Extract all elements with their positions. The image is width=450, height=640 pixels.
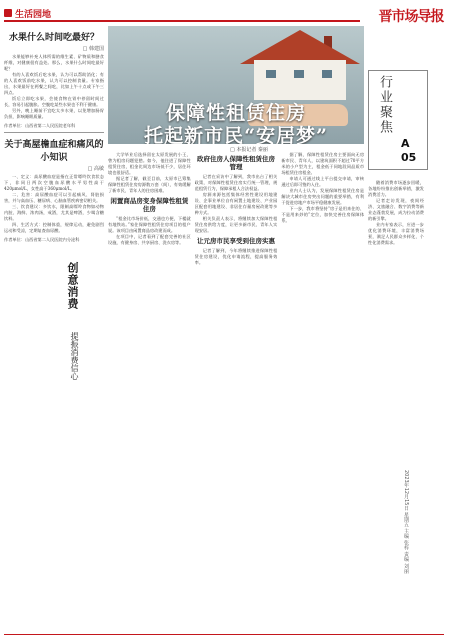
author-note: 作者单位：山西省第二人民医院内分泌科: [4, 237, 80, 242]
body-paragraph: 房源来源包括集体经营性建设用地建设、企事业单位自有闲置土地建设、产业园区配套用地建设、非居住存量房屋改建等多种方式。: [194, 192, 278, 215]
footer-rule: [4, 634, 444, 635]
house-illustration: [240, 30, 360, 100]
article-paragraph: 一、定义：高尿酸血症是指在正常嘌呤饮食状态下，非同日两次空腹血尿酸水平男性高于420μmol/L，女性高于360μmol/L。: [4, 174, 104, 191]
body-column: [195, 152, 278, 636]
vertical-headline: 创意消费: [66, 262, 79, 310]
subheading: 政府住房人保障性租赁住房管理: [197, 155, 275, 171]
body-paragraph: 申请人可通过线上平台提交申请，审核通过后即可签约入住。: [281, 176, 365, 187]
main-body: [108, 152, 364, 636]
body-paragraph: 记者了解到，今年将继续推进保障性租赁住房建设，优化申请流程，提高服务效率。: [194, 248, 278, 265]
vertical-subheadline: 提振消费信心: [70, 332, 79, 380]
article-paragraph: 三、饮食建议：多饮水，限制高嘌呤食物如动物内脏、海鲜、浓肉汤，戒酒，尤其是啤酒，少喝含糖饮料。: [4, 204, 104, 221]
body-paragraph: 大学毕业后选择留在太原发展的小王，曾为租房问题犯愁。如今，他住进了保障性租赁住房，租金比周边市场低不少，居住环境也很舒适。: [108, 152, 191, 175]
body-paragraph: “租金比市场价低，交通也方便，下楼就有地铁站。”家住保障性租赁住房项目的租户说。该项目由闲置商品房改建而成。: [108, 216, 191, 233]
article-paragraph: 二、危害：高尿酸血症可以引起痛风、肾脏损害，并与高血压、糖尿病、心脑血管疾病密切相关。: [4, 192, 104, 203]
body-paragraph: 记者走访发现，夜间经济、文旅融合、数字消费等新业态蓬勃发展，成为拉动消费的新引擎。: [368, 198, 424, 221]
article-byline: □ 高敏: [87, 166, 104, 172]
header-rule: [4, 20, 360, 22]
article-paragraph: 饭后立即吃水果，会使食物在胃中停留时间过长，容易引起腹胀。空腹吃某些水果也不利于健康。: [4, 96, 104, 107]
body-paragraph: 随着消费市场逐步回暖，各地纷纷推出创新举措，激发消费活力。: [368, 180, 424, 197]
author-note: 作者单位：山西省第二人民医院老年科: [4, 123, 76, 128]
section-label: 生活园地: [15, 9, 52, 20]
headline-subline: 托起新市民“安居梦”: [144, 125, 328, 144]
section-banner: [368, 70, 428, 170]
body-column: [281, 152, 364, 636]
article-paragraph: 水果能够补充人体所需的维生素、矿物质和膳食纤维，对健康很有益处。那么，水果什么时间吃最好呢？: [4, 54, 104, 71]
section-title: 行业聚焦: [377, 75, 392, 135]
body-paragraph: 下一步，我市将坚持“房子是用来住的、不是用来炒的”定位，加快完善住房保障体系。: [281, 206, 365, 223]
reporter-credit: □ 本报记者 秦丽: [230, 147, 268, 153]
body-paragraph: 在项目中，记者看到了配套完善的社区设施，有健身房、共享厨房、洗衣房等。: [108, 234, 191, 245]
subheading: 闲置商品房变身保障性租赁住房: [110, 197, 189, 213]
body-paragraph: 业内专家表示，应进一步优化消费环境，丰富消费场景，满足人民群众多样化、个性化消费需求。: [368, 222, 424, 245]
left-column: [4, 26, 104, 636]
headline: 保障性租赁住房: [165, 102, 306, 124]
article-byline: □ 韩建国: [82, 46, 104, 52]
section-header: [4, 6, 94, 20]
section-marker-icon: [4, 9, 12, 17]
section-code: A: [401, 137, 410, 150]
article-title: 水果什么时间吃最好？: [8, 33, 99, 43]
body-paragraph: 据了解，保障性租赁住房主要面向无房新市民、青年人，以建筑面积不超过70平方米的小户型为主，租金低于同地段同品质市场租赁住房租金。: [281, 152, 365, 175]
divider: [4, 132, 104, 133]
article-title: 关于高屋檐血症和痛风的小知识: [4, 140, 104, 163]
article-paragraph: 四、生活方式：控制体重，规律运动，避免剧烈运动和受凉，定期复查血尿酸。: [4, 222, 104, 233]
body-paragraph: 记者在采访中了解到，我市出台了相关政策，对保障性租赁住房实行统一管理，规范租赁行为，保障承租人合法权益。: [194, 174, 278, 191]
body-paragraph: 据记者了解，截至目前，太原市已筹集保障性租赁住房房源数万套（间），有效缓解了新市民、青年人的住房困难。: [108, 176, 191, 193]
subheading: 让元房市民享受到住房实惠: [197, 237, 275, 245]
article-paragraph: 另外，晚上睡前不宜吃太多水果，以免增加肠胃负担，影响睡眠质量。: [4, 108, 104, 119]
body-paragraph: 相关负责人表示，将继续加大保障性租赁住房供给力度，让更多新市民、青年人实现安居。: [194, 216, 278, 233]
body-column: [108, 152, 191, 636]
masthead-logo: 晋市场导报: [378, 9, 444, 25]
page-number: 05: [401, 151, 417, 164]
body-paragraph: 业内人士认为，发展保障性租赁住房是解决大城市住房突出问题的重要举措，有利于促进房地产市场平稳健康发展。: [281, 188, 365, 205]
article-paragraph: 有的人喜欢饭后吃水果，认为可以帮助消化；有的人喜欢饭前吃水果，认为可以控制食量。专家指出，水果最好在两餐之间吃，比如上午十点或下午三四点。: [4, 72, 104, 95]
edition-info: 2023年12月15日 星期五 主编 张梓 责编 刘丽: [403, 470, 409, 574]
hero-image: [108, 26, 364, 144]
